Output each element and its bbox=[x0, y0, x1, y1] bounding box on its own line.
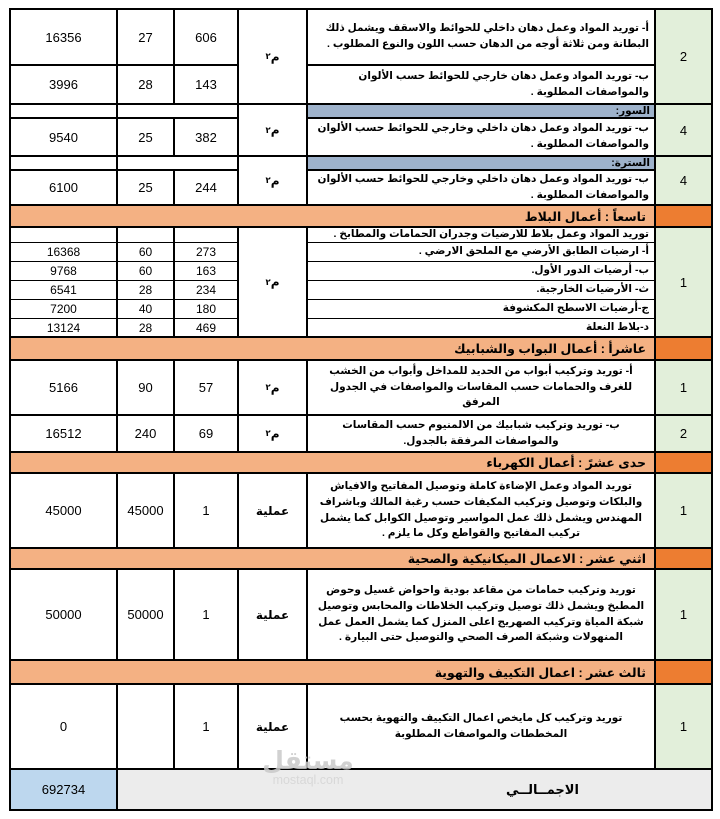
description-cell: أ- توريد وتركيب أبواب من الحديد للمداخل وأبواب من الخشب للغرف والحمامات حسب المقاسات والمواصفات في الجدول المرفق bbox=[308, 361, 656, 416]
quantity-cell: 163 bbox=[175, 262, 239, 281]
description-cell: ب- توريد المواد وعمل دهان داخلي وخارجي للحوائط حسب الألوان والمواصفات المطلوبة . bbox=[308, 119, 656, 157]
item-number-cell: 1 bbox=[656, 570, 711, 661]
quantity-cell: 234 bbox=[175, 281, 239, 300]
item-number-cell: 4 bbox=[656, 157, 711, 206]
watermark-url: mostaql.com bbox=[272, 773, 344, 788]
unit-cell bbox=[239, 10, 308, 105]
grand-total-label: الاجمــالــي bbox=[506, 781, 579, 797]
unit-price-cell: 25 bbox=[118, 171, 175, 206]
unit-price-cell: 28 bbox=[118, 66, 175, 105]
unit-cell bbox=[239, 105, 308, 157]
section-header-tiles: تاسعاً : أعمال البلاط bbox=[11, 206, 656, 228]
empty-cell bbox=[11, 157, 118, 171]
description-cell: توريد وتركيب حمامات من مقاعد بودية واحواض غسيل وحوض المطبخ ويشمل ذلك توصيل وتركيب الخلاطات والمحابس وتوصيل شبكة المياة وتركيب الصهريج اعلى المنزل كما يشمل العمل عمل المنهولات وشبكة الصرف الصحي والتوصيل حتى البيارة . bbox=[308, 570, 656, 661]
quantity-cell: 382 bbox=[175, 119, 239, 157]
total-amount-cell: 50000 bbox=[11, 570, 118, 661]
unit-m2: م bbox=[270, 123, 280, 137]
unit-cell: عملية bbox=[239, 570, 308, 661]
unit-m2-sup: ٢ bbox=[265, 276, 271, 287]
description-cell: ب- توريد المواد وعمل دهان داخلي وخارجي للحوائط حسب الألوان والمواصفات المطلوبة . bbox=[308, 171, 656, 206]
item-number-cell: 2 bbox=[656, 416, 711, 453]
description-cell: أ- توريد المواد وعمل دهان داخلي للحوائط والاسقف ويشمل ذلك البطانة ومن ثلاثة أوجه من الدهان حسب اللون والنوع المطلوب . bbox=[308, 10, 656, 66]
item-number-cell: 1 bbox=[656, 361, 711, 416]
quantity-cell: 273 bbox=[175, 243, 239, 262]
unit-m2: م bbox=[270, 173, 280, 188]
unit-m2-sup: ٢ bbox=[265, 382, 271, 393]
empty-cell bbox=[175, 228, 239, 243]
unit-m2-sup: ٢ bbox=[265, 124, 271, 135]
empty-cell bbox=[118, 105, 239, 119]
total-amount-cell: 6541 bbox=[11, 281, 118, 300]
quantity-cell: 1 bbox=[175, 570, 239, 661]
quantity-cell: 244 bbox=[175, 171, 239, 206]
quantity-cell: 606 bbox=[175, 10, 239, 66]
description-cell: ج-أرضيات الاسطح المكشوفة bbox=[308, 300, 656, 319]
description-cell: ب- أرضيات الدور الأول. bbox=[308, 262, 656, 281]
grand-total-row bbox=[118, 770, 711, 809]
unit-price-cell: 60 bbox=[118, 262, 175, 281]
unit-cell: عملية bbox=[239, 474, 308, 549]
section-header-item-cell bbox=[656, 661, 711, 685]
unit-price-cell: 28 bbox=[118, 281, 175, 300]
unit-m2-sup: ٢ bbox=[265, 428, 271, 439]
item-number-cell: 1 bbox=[656, 474, 711, 549]
quantity-cell: 69 bbox=[175, 416, 239, 453]
total-amount-cell: 6100 bbox=[11, 171, 118, 206]
item-number-cell: 4 bbox=[656, 105, 711, 157]
unit-price-cell: 25 bbox=[118, 119, 175, 157]
total-amount-cell: 9768 bbox=[11, 262, 118, 281]
empty-cell bbox=[118, 157, 239, 171]
description-cell: ب- توريد وتركيب شبابيك من الالمنيوم حسب المقاسات والمواصفات المرفقة بالجدول. bbox=[308, 416, 656, 453]
subsection-band-sutra: السترة: bbox=[308, 157, 656, 171]
boq-table bbox=[9, 8, 713, 811]
total-amount-cell: 16356 bbox=[11, 10, 118, 66]
unit-price-cell: 27 bbox=[118, 10, 175, 66]
total-amount-cell: 7200 bbox=[11, 300, 118, 319]
section-header-hvac: ثالث عشر : اعمال التكييف والتهوية bbox=[11, 661, 656, 685]
description-cell: توريد وتركيب كل مايخص اعمال التكييف والتهوية بحسب المخططات والمواصفات المطلوبة bbox=[308, 685, 656, 770]
unit-m2: م bbox=[270, 275, 280, 289]
total-amount-cell: 9540 bbox=[11, 119, 118, 157]
section-header-item-cell bbox=[656, 338, 711, 361]
unit-m2: م bbox=[270, 49, 280, 64]
description-cell: توريد المواد وعمل الإضاءة كاملة وتوصيل المفاتيح والافياش والبلكات وتوصيل وتركيب المكيفات حسب رغبة المالك وباشراف المهندس ويشمل ذلك عمل المواسير وتوصيل الكوابل كما يشمل تركيب المفاتيح والقواطع وكل ما يلزم . bbox=[308, 474, 656, 549]
unit-cell bbox=[239, 361, 308, 416]
total-amount-cell: 16512 bbox=[11, 416, 118, 453]
unit-m2-sup: ٢ bbox=[265, 175, 271, 186]
unit-price-cell: 50000 bbox=[118, 570, 175, 661]
section-header-item-cell bbox=[656, 206, 711, 228]
quantity-cell: 180 bbox=[175, 300, 239, 319]
item-number-cell: 2 bbox=[656, 10, 711, 105]
total-amount-cell: 3996 bbox=[11, 66, 118, 105]
total-amount-cell: 0 bbox=[11, 685, 118, 770]
total-amount-cell: 5166 bbox=[11, 361, 118, 416]
unit-price-cell: 60 bbox=[118, 243, 175, 262]
unit-price-cell: 45000 bbox=[118, 474, 175, 549]
quantity-cell: 57 bbox=[175, 361, 239, 416]
unit-price-cell bbox=[118, 685, 175, 770]
unit-cell bbox=[239, 228, 308, 338]
unit-price-cell: 240 bbox=[118, 416, 175, 453]
description-cell: أ- ارضيات الطابق الأرضي مع الملحق الارضي . bbox=[308, 243, 656, 262]
quantity-cell: 1 bbox=[175, 685, 239, 770]
item-number-cell: 1 bbox=[656, 228, 711, 338]
watermark-arabic: مستقل bbox=[262, 747, 354, 775]
section-header-item-cell bbox=[656, 453, 711, 474]
empty-cell bbox=[118, 228, 175, 243]
description-cell: ث- الأرضيات الخارجية. bbox=[308, 281, 656, 300]
description-cell: توريد المواد وعمل بلاط للارضيات وجدران الحمامات والمطابخ . bbox=[308, 228, 656, 243]
section-header-electrical: حدى عشرً : أعمال الكهرباء bbox=[11, 453, 656, 474]
quantity-cell: 1 bbox=[175, 474, 239, 549]
unit-price-cell: 28 bbox=[118, 319, 175, 338]
unit-price-cell: 90 bbox=[118, 361, 175, 416]
total-amount-cell: 13124 bbox=[11, 319, 118, 338]
quantity-cell: 143 bbox=[175, 66, 239, 105]
grand-total-value: 692734 bbox=[11, 770, 118, 809]
quantity-cell: 469 bbox=[175, 319, 239, 338]
item-number-cell: 1 bbox=[656, 685, 711, 770]
subsection-band-sur: السور: bbox=[308, 105, 656, 119]
unit-cell: عملية bbox=[239, 685, 308, 770]
unit-m2-sup: ٢ bbox=[265, 51, 271, 62]
empty-cell bbox=[11, 228, 118, 243]
section-header-item-cell bbox=[656, 549, 711, 570]
unit-m2: م bbox=[270, 380, 280, 395]
unit-m2: م bbox=[270, 426, 280, 441]
description-cell: ب- توريد المواد وعمل دهان خارجي للحوائط حسب الألوان والمواصفات المطلوبة . bbox=[308, 66, 656, 105]
section-header-doors: عاشرأ : أعمال البواب والشبابيك bbox=[11, 338, 656, 361]
description-cell: د-بلاط النعلة bbox=[308, 319, 656, 338]
unit-cell bbox=[239, 416, 308, 453]
unit-price-cell: 40 bbox=[118, 300, 175, 319]
section-header-mechanical: اثني عشر : الاعمال الميكانيكية والصحية bbox=[11, 549, 656, 570]
unit-cell bbox=[239, 157, 308, 206]
total-amount-cell: 16368 bbox=[11, 243, 118, 262]
empty-cell bbox=[11, 105, 118, 119]
total-amount-cell: 45000 bbox=[11, 474, 118, 549]
